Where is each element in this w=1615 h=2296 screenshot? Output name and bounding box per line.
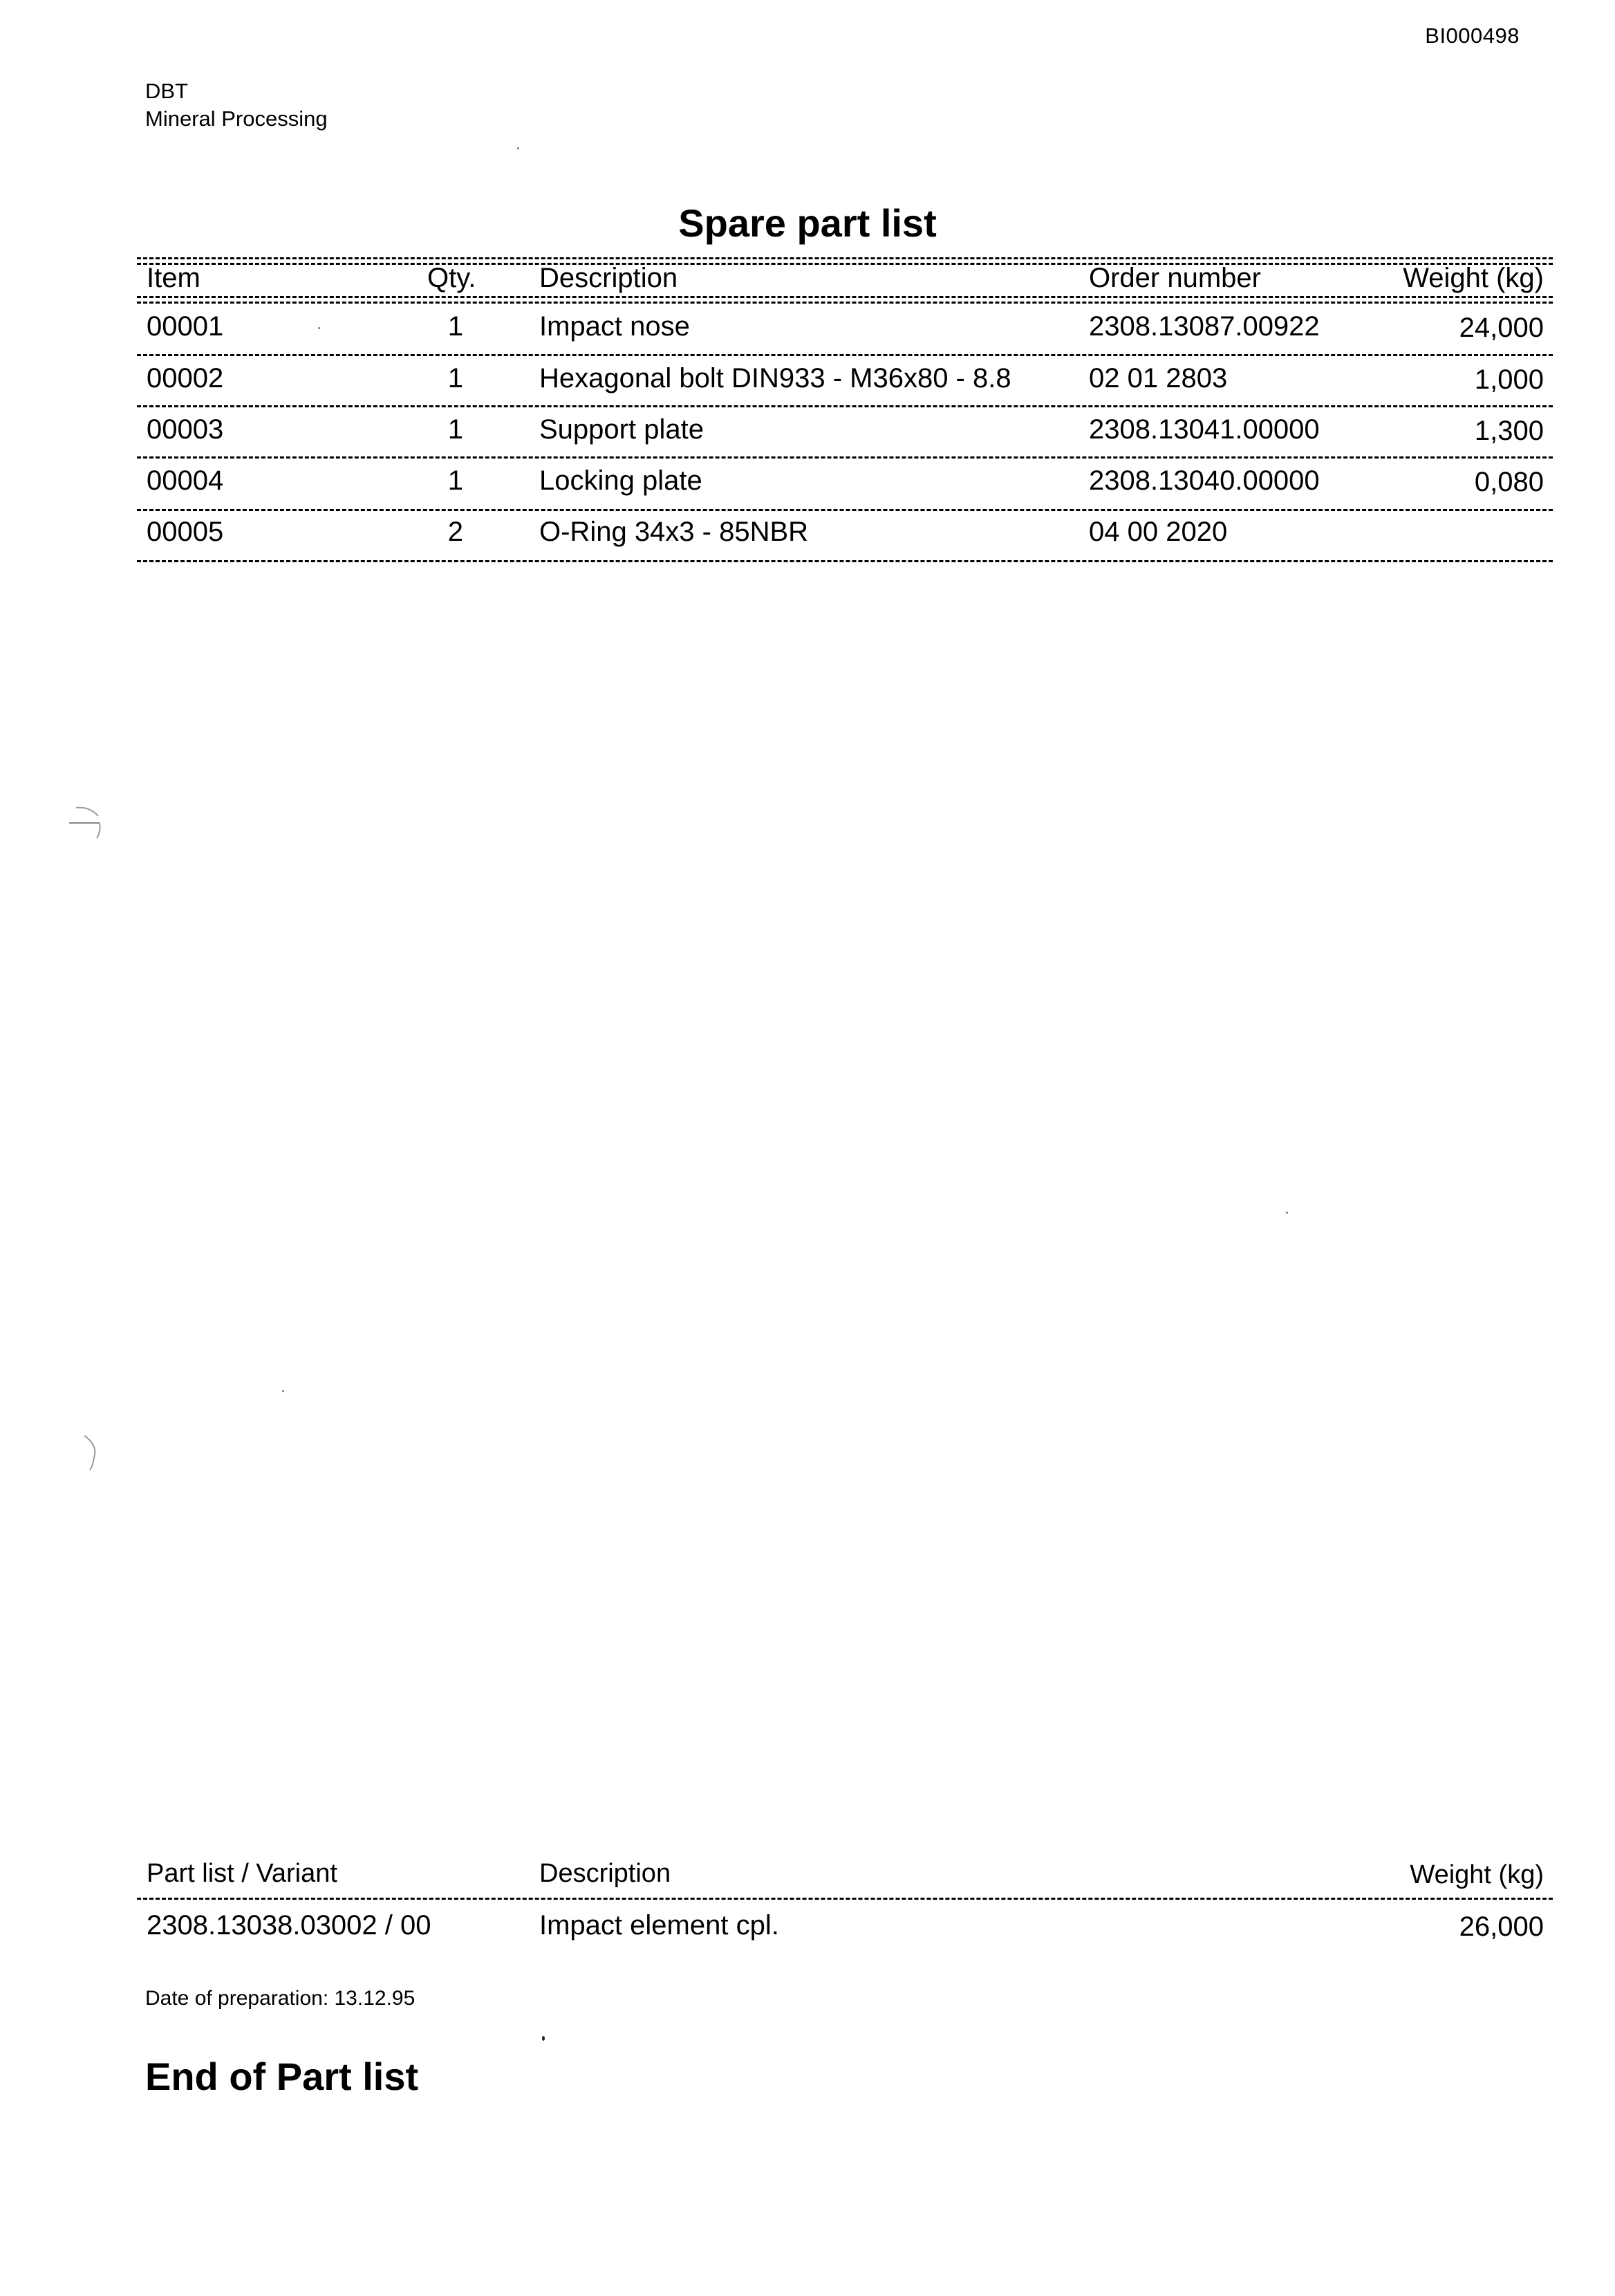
- row-divider: [137, 405, 1553, 407]
- date-of-preparation: Date of preparation: 13.12.95: [145, 1987, 416, 2010]
- column-header-item: Item: [147, 263, 200, 293]
- company-division: Mineral Processing: [145, 107, 328, 131]
- row-qty: 1: [447, 311, 463, 342]
- row-divider: [137, 354, 1553, 356]
- column-header-weight: Weight (kg): [1403, 263, 1544, 293]
- footer-label-description: Description: [539, 1859, 671, 1888]
- column-header-description: Description: [539, 263, 678, 293]
- row-description: Support plate: [539, 414, 704, 445]
- footer-label-variant: Part list / Variant: [147, 1859, 337, 1888]
- row-description: Hexagonal bolt DIN933 - M36x80 - 8.8: [539, 363, 1011, 394]
- row-description: Impact nose: [539, 311, 690, 342]
- row-weight: 1,300: [1474, 416, 1544, 446]
- company-block: [145, 77, 328, 133]
- row-qty: 2: [447, 517, 463, 547]
- punch-hole-mark: [64, 1432, 105, 1473]
- row-qty: 1: [447, 465, 463, 496]
- scan-speck: [318, 327, 320, 329]
- row-weight: 0,080: [1474, 467, 1544, 497]
- row-order-number: 02 01 2803: [1089, 363, 1228, 394]
- row-weight: 1,000: [1474, 364, 1544, 395]
- row-order-number: 2308.13040.00000: [1089, 465, 1320, 496]
- row-divider: [137, 456, 1553, 459]
- company-name: DBT: [145, 79, 188, 103]
- row-qty: 1: [447, 363, 463, 394]
- row-qty: 1: [447, 414, 463, 445]
- header-bottom-rule: [137, 296, 1553, 298]
- row-divider: [137, 509, 1553, 511]
- punch-hole-mark: [62, 802, 104, 844]
- row-item: 00003: [147, 414, 224, 445]
- scan-speck: [542, 2036, 545, 2041]
- page-title: Spare part list: [678, 201, 937, 245]
- footer-description: Impact element cpl.: [539, 1910, 779, 1941]
- footer-variant: 2308.13038.03002 / 00: [147, 1910, 431, 1941]
- row-description: Locking plate: [539, 465, 702, 496]
- row-order-number: 2308.13087.00922: [1089, 311, 1320, 342]
- row-order-number: 04 00 2020: [1089, 517, 1228, 547]
- footer-rule: [137, 1898, 1553, 1900]
- row-item: 00005: [147, 517, 224, 547]
- row-weight: 24,000: [1459, 313, 1544, 343]
- end-of-list-label: End of Part list: [145, 2055, 419, 2098]
- column-header-order-number: Order number: [1089, 263, 1261, 293]
- header-top-rule: [137, 257, 1553, 259]
- scan-speck: [517, 147, 519, 149]
- table-bottom-rule: [137, 560, 1553, 562]
- footer-weight: 26,000: [1459, 1911, 1544, 1942]
- document-id: BI000498: [1425, 24, 1520, 48]
- row-order-number: 2308.13041.00000: [1089, 414, 1320, 445]
- scan-speck: [1286, 1212, 1288, 1214]
- footer-label-weight: Weight (kg): [1410, 1860, 1544, 1889]
- row-item: 00001: [147, 311, 224, 342]
- scan-speck: [282, 1390, 284, 1392]
- row-description: O-Ring 34x3 - 85NBR: [539, 517, 809, 547]
- row-item: 00004: [147, 465, 224, 496]
- row-item: 00002: [147, 363, 224, 394]
- column-header-qty: Qty.: [427, 263, 476, 293]
